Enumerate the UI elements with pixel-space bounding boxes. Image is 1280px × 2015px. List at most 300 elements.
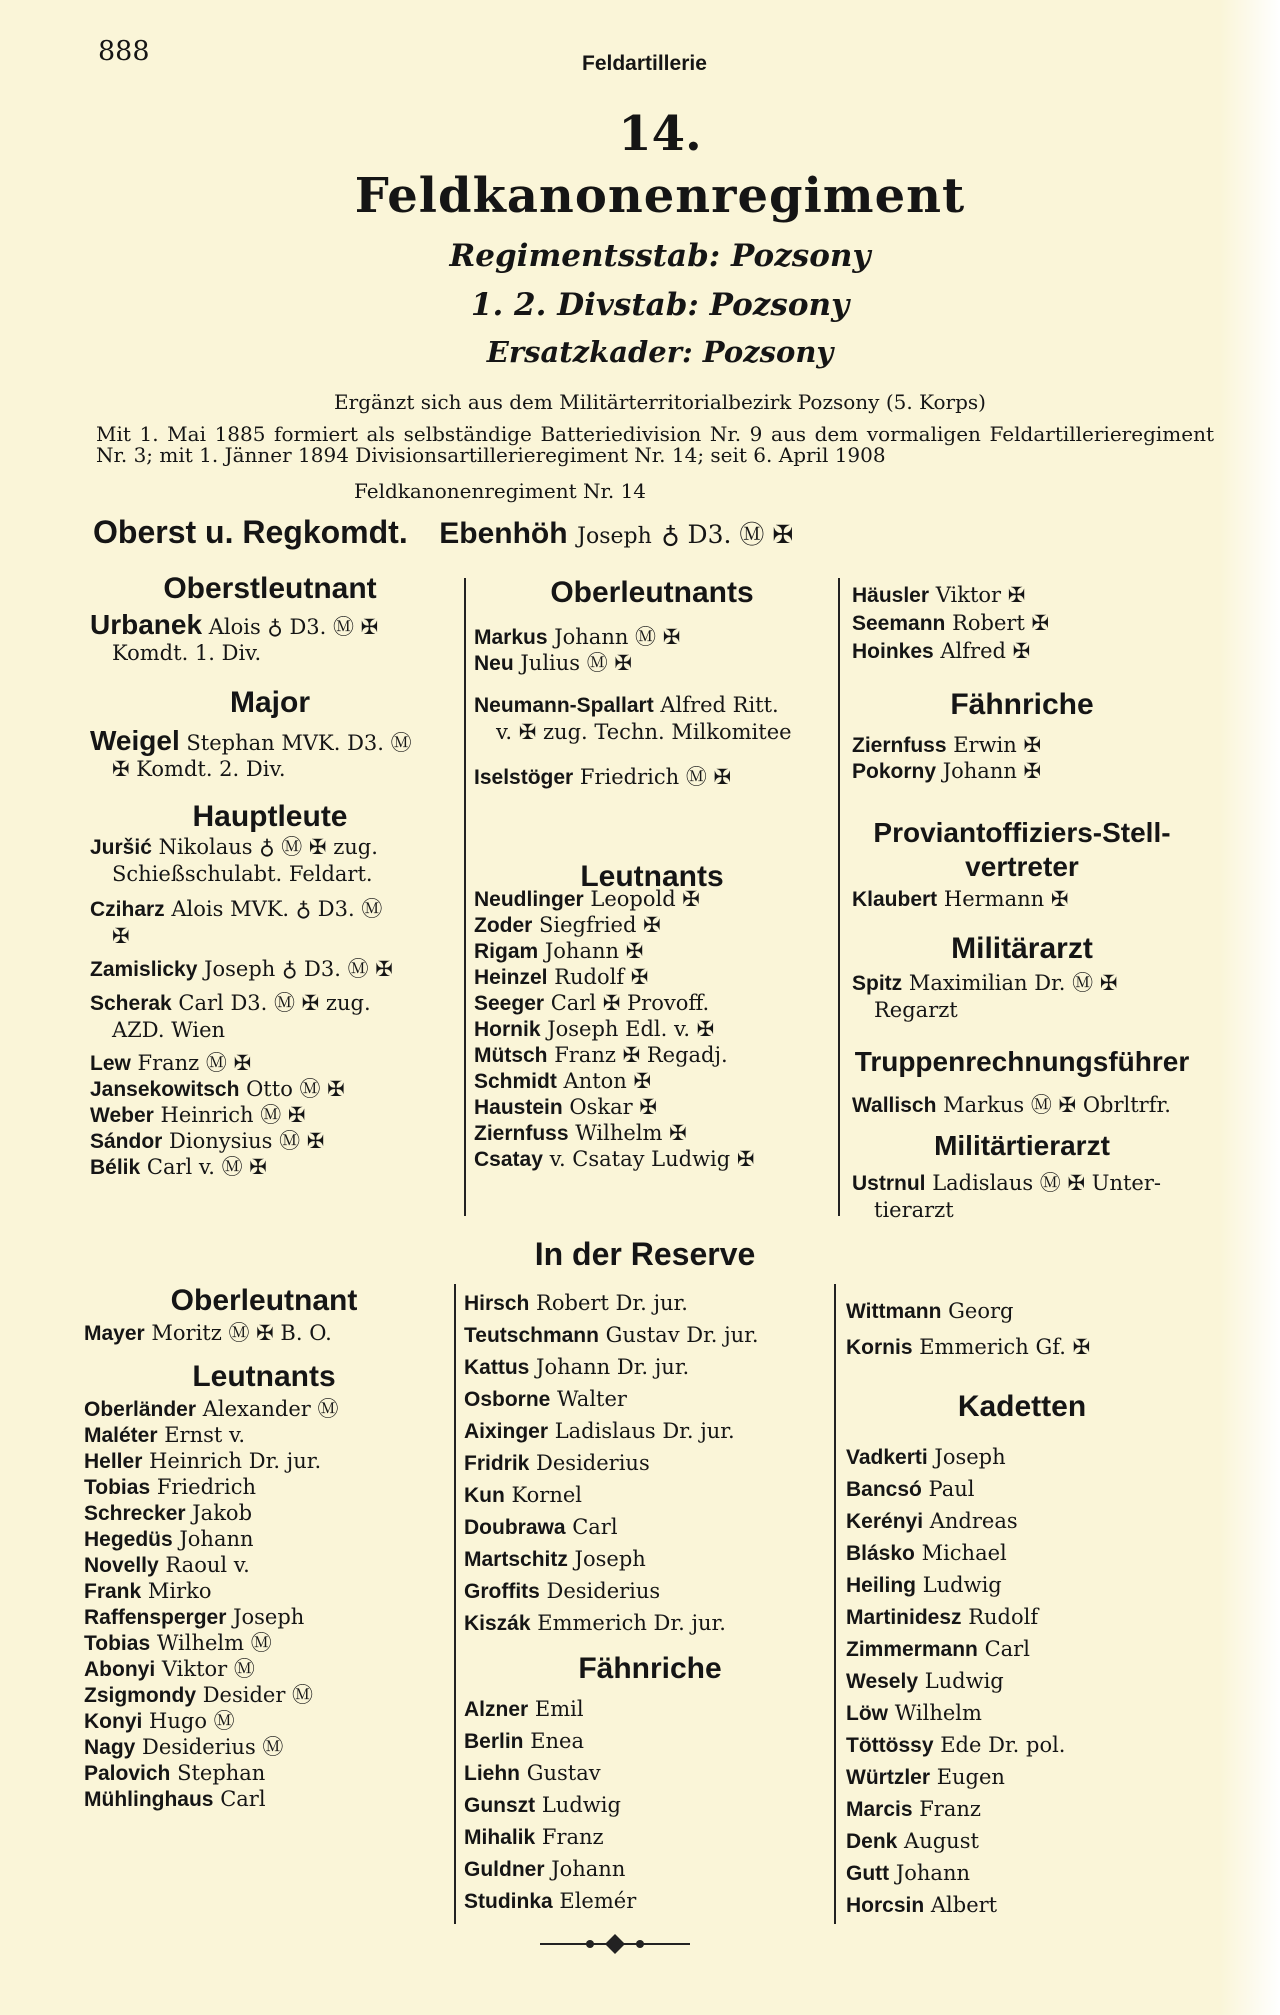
officer-entry — [90, 896, 382, 949]
officer-surname: Heinzel — [474, 966, 548, 989]
section-heading: Proviantoffiziers-Stell- vertreter — [873, 817, 1171, 882]
section-heading: Oberleutnant — [170, 1284, 358, 1317]
history-note-end: Feldkanonenregiment Nr. 14 — [353, 479, 647, 503]
officer-surname: Guldner — [464, 1858, 545, 1881]
officer-details: Jakob — [192, 1501, 253, 1525]
officer-surname: Iselstöger — [474, 766, 574, 789]
officer-details: Eugen — [936, 1765, 1005, 1789]
officer-details: Alois MVK. ♁ D3. Ⓜ — [171, 897, 383, 921]
officer-details: Markus Ⓜ ✠ Obrltrfr. — [943, 1093, 1171, 1117]
officer-entry — [852, 610, 1049, 637]
officer-details: Carl D3. Ⓜ ✠ zug. — [178, 991, 371, 1015]
officer-entry — [852, 758, 1041, 785]
officer-surname: Teutschmann — [464, 1324, 599, 1347]
officer-entry — [852, 732, 1041, 759]
officer-details: Alexander Ⓜ — [202, 1397, 339, 1421]
officer-details: Robert ✠ — [952, 611, 1050, 635]
officer-surname: Kattus — [464, 1356, 530, 1379]
officer-surname: Scherak — [90, 992, 172, 1015]
officer-surname: Gunszt — [464, 1794, 536, 1817]
officer-details: Emmerich Dr. jur. — [537, 1611, 726, 1635]
officer-details: Michael — [921, 1541, 1007, 1565]
officer-entry — [464, 1482, 582, 1509]
officer-entry — [846, 1764, 1005, 1791]
officer-details: Oskar ✠ — [569, 1095, 657, 1119]
section-heading: Leutnants — [192, 1360, 336, 1393]
officer-entry — [90, 609, 379, 666]
officer-entry — [474, 938, 643, 965]
section-heading: Militärarzt — [951, 932, 1093, 965]
officer-entry — [464, 1290, 688, 1317]
officer-entry — [464, 1354, 689, 1381]
officer-entry — [464, 1696, 584, 1723]
reserve-heading: In der Reserve — [534, 1236, 756, 1272]
officer-details: Stephan MVK. D3. Ⓜ — [186, 731, 412, 755]
officer-entry — [464, 1728, 584, 1755]
officer-entry — [84, 1526, 254, 1553]
officer-surname: Csatay — [474, 1148, 543, 1171]
officer-surname: Zimmermann — [846, 1638, 978, 1661]
section-heading: Oberleutnants — [550, 576, 754, 609]
officer-details: Walter — [557, 1387, 627, 1411]
officer-surname: Schmidt — [474, 1070, 557, 1093]
officer-surname: Palovich — [84, 1762, 171, 1785]
officer-surname: Osborne — [464, 1388, 551, 1411]
officer-note: Regarzt — [874, 998, 958, 1022]
officer-surname: Schrecker — [84, 1502, 186, 1525]
officer-surname: Klaubert — [852, 888, 938, 911]
officer-entry — [846, 1796, 981, 1823]
officer-surname: Groffits — [464, 1580, 540, 1603]
officer-surname: Haustein — [474, 1096, 563, 1119]
officer-surname: Berlin — [464, 1730, 524, 1753]
officer-details: Ladislaus Dr. jur. — [554, 1419, 735, 1443]
officer-entry — [464, 1824, 604, 1851]
officer-surname: Pokorny — [852, 760, 937, 783]
officer-surname: Urbanek — [90, 609, 203, 640]
officer-surname: Lew — [90, 1052, 131, 1075]
officer-surname: Cziharz — [90, 898, 165, 921]
officer-entry — [464, 1546, 646, 1573]
officer-entry — [852, 970, 1117, 1023]
officer-surname: Heller — [84, 1450, 143, 1473]
officer-surname: Horcsin — [846, 1894, 925, 1917]
officer-entry — [464, 1450, 650, 1477]
officer-details: Joseph — [934, 1445, 1006, 1469]
officer-surname: Maléter — [84, 1424, 158, 1447]
end-ornament — [540, 1930, 690, 1958]
officer-details: Gustav — [526, 1761, 601, 1785]
officer-surname: Juršić — [90, 836, 152, 859]
regiment-name: Feldkanonenregiment — [354, 168, 966, 224]
officer-entry — [846, 1732, 1065, 1759]
officer-surname: Tobias — [84, 1476, 151, 1499]
officer-details: Franz Ⓜ ✠ — [137, 1051, 252, 1075]
officer-details: Moritz Ⓜ ✠ B. O. — [151, 1321, 332, 1345]
officer-entry — [84, 1760, 265, 1787]
officer-surname: Blásko — [846, 1542, 915, 1565]
officer-details: Alfred ✠ — [940, 639, 1031, 663]
officer-entry — [852, 638, 1030, 665]
officer-surname: Sándor — [90, 1130, 163, 1153]
officer-surname: Kerényi — [846, 1510, 924, 1533]
officer-entry — [90, 725, 412, 782]
officer-details: Emmerich Gf. ✠ — [919, 1335, 1091, 1359]
officer-surname: Würtzler — [846, 1766, 930, 1789]
officer-details: August — [904, 1829, 979, 1853]
officer-surname: Zamislicky — [90, 958, 198, 981]
officer-entry — [90, 1154, 267, 1181]
officer-entry — [846, 1892, 997, 1919]
officer-note: tierarzt — [874, 1198, 954, 1222]
officer-entry — [84, 1552, 250, 1579]
officer-surname: Seeger — [474, 992, 545, 1015]
column-rule — [834, 1284, 836, 1924]
officer-note: AZD. Wien — [112, 1018, 226, 1042]
section-heading: Kadetten — [957, 1390, 1087, 1423]
officer-entry — [90, 990, 371, 1043]
officer-details: Heinrich Ⓜ ✠ — [160, 1103, 306, 1127]
officer-entry — [464, 1322, 759, 1349]
officer-details: Robert Dr. jur. — [536, 1291, 688, 1315]
officer-details: Mirko — [147, 1579, 212, 1603]
officer-entry — [474, 886, 700, 913]
officer-entry — [84, 1682, 313, 1709]
staff-line-reserve-cadre: Ersatzkader: Pozsony — [486, 335, 834, 369]
officer-details: Viktor Ⓜ — [161, 1657, 255, 1681]
officer-entry — [90, 956, 393, 983]
officer-entry — [846, 1604, 1038, 1631]
officer-surname: Gutt — [846, 1862, 890, 1885]
officer-surname: Markus — [474, 626, 548, 649]
officer-details: Ludwig — [922, 1573, 1002, 1597]
officer-details: Wilhelm ✠ — [575, 1121, 687, 1145]
officer-entry — [464, 1610, 726, 1637]
officer-entry — [84, 1630, 272, 1657]
officer-surname: Bélik — [90, 1156, 141, 1179]
officer-details: Carl — [572, 1515, 618, 1539]
officer-surname: Häusler — [852, 584, 930, 607]
officer-details: Maximilian Dr. Ⓜ ✠ — [908, 971, 1118, 995]
officer-entry — [852, 1170, 1161, 1223]
officer-details: Franz ✠ Regadj. — [554, 1043, 728, 1067]
officer-entry — [84, 1708, 235, 1735]
officer-surname: Hegedüs — [84, 1528, 173, 1551]
officer-details: Rudolf ✠ — [554, 965, 649, 989]
officer-surname: Marcis — [846, 1798, 913, 1821]
officer-details: Johann ✠ — [942, 759, 1042, 783]
officer-entry — [852, 582, 1025, 609]
officer-details: Ludwig — [924, 1669, 1004, 1693]
officer-surname: Martinidesz — [846, 1606, 962, 1629]
commander-rank: Oberst u. Regkomdt. — [93, 514, 408, 550]
officer-surname: Wittmann — [846, 1300, 942, 1323]
officer-entry — [464, 1514, 618, 1541]
officer-details: Anton ✠ — [563, 1069, 652, 1093]
officer-surname: Studinka — [464, 1890, 553, 1913]
officer-surname: Martschitz — [464, 1548, 568, 1571]
officer-entry — [852, 1092, 1171, 1119]
officer-details: Johann Dr. jur. — [536, 1355, 690, 1379]
officer-details: Ernst v. — [164, 1423, 246, 1447]
officer-surname: Kun — [464, 1484, 505, 1507]
section-heading: Militärtierarzt — [934, 1130, 1110, 1161]
officer-entry — [474, 1068, 651, 1095]
officer-details: Johann — [179, 1527, 254, 1551]
officer-details: Joseph — [233, 1605, 305, 1629]
officer-surname: Neumann-Spallart — [474, 694, 654, 717]
officer-surname: Alzner — [464, 1698, 529, 1721]
officer-surname: Rigam — [474, 940, 539, 963]
officer-details: Julius Ⓜ ✠ — [520, 651, 632, 675]
officer-details: Ludwig — [541, 1793, 621, 1817]
officer-entry — [474, 990, 709, 1017]
officer-entry — [846, 1668, 1004, 1695]
officer-entry — [84, 1474, 256, 1501]
officer-entry — [84, 1656, 255, 1683]
officer-surname: Jansekowitsch — [90, 1078, 240, 1101]
officer-details: Johann Ⓜ ✠ — [554, 625, 681, 649]
officer-entry — [846, 1334, 1090, 1361]
officer-entry — [84, 1448, 321, 1475]
recruitment-note: Ergänzt sich aus dem Militärterritorialbezirk Pozsony (5. Korps) — [334, 390, 986, 414]
officer-details: Elemér — [559, 1889, 637, 1913]
commander-surname: Ebenhöh — [439, 517, 568, 550]
officer-surname: Mayer — [84, 1322, 145, 1345]
section-heading: Hauptleute — [192, 800, 348, 833]
officer-details: Erwin ✠ — [953, 733, 1042, 757]
officer-details: Viktor ✠ — [935, 583, 1026, 607]
staff-line-regimental: Regimentsstab: Pozsony — [449, 238, 871, 274]
officer-entry — [464, 1792, 621, 1819]
officer-details: Alois ♁ D3. Ⓜ ✠ — [208, 615, 379, 639]
column-rule — [838, 578, 840, 1216]
officer-details: Otto Ⓜ ✠ — [246, 1077, 345, 1101]
officer-surname: Raffensperger — [84, 1606, 227, 1629]
officer-entry — [84, 1422, 245, 1449]
officer-entry — [474, 650, 632, 677]
officer-note: ✠ Komdt. 2. Div. — [112, 757, 286, 781]
section-heading: Truppenrechnungsführer — [854, 1046, 1190, 1077]
officer-entry — [474, 1042, 728, 1069]
officer-surname: Töttössy — [846, 1734, 934, 1757]
officer-entry — [474, 1016, 714, 1043]
officer-entry — [84, 1786, 266, 1813]
officer-surname: Wesely — [846, 1670, 918, 1693]
officer-surname: Zsigmondy — [84, 1684, 197, 1707]
officer-surname: Konyi — [84, 1710, 143, 1733]
officer-details: Raoul v. — [165, 1553, 250, 1577]
officer-entry — [474, 964, 648, 991]
officer-surname: Ustrnul — [852, 1172, 926, 1195]
officer-details: Franz — [541, 1825, 604, 1849]
officer-entry — [90, 1076, 345, 1103]
officer-details: Friedrich — [156, 1475, 257, 1499]
officer-details: Carl — [220, 1787, 266, 1811]
officer-details: Desiderius — [546, 1579, 661, 1603]
officer-details: Gustav Dr. jur. — [605, 1323, 759, 1347]
officer-surname: Spitz — [852, 972, 903, 995]
officer-details: Nikolaus ♁ Ⓜ ✠ zug. — [158, 835, 378, 859]
officer-entry — [474, 1120, 687, 1147]
officer-details: Siegfried ✠ — [539, 913, 661, 937]
regiment-commander — [93, 514, 793, 551]
officer-entry — [846, 1700, 982, 1727]
officer-entry — [474, 1146, 754, 1173]
officer-details: Dionysius Ⓜ ✠ — [169, 1129, 325, 1153]
officer-details: Johann ✠ — [544, 939, 644, 963]
officer-details: Johann — [551, 1857, 626, 1881]
officer-surname: Neudlinger — [474, 888, 584, 911]
officer-details: Franz — [919, 1797, 981, 1821]
officer-details: Hermann ✠ — [943, 887, 1069, 911]
officer-entry — [464, 1578, 660, 1605]
officer-surname: Liehn — [464, 1762, 520, 1785]
officer-details: Desiderius Ⓜ — [142, 1735, 284, 1759]
officer-entry — [84, 1500, 252, 1527]
section-heading: Leutnants — [580, 860, 724, 893]
officer-entry — [474, 764, 731, 791]
officer-details: Enea — [530, 1729, 585, 1753]
officer-surname: Oberländer — [84, 1398, 197, 1421]
officer-surname: Ziernfuss — [852, 734, 947, 757]
officer-entry — [846, 1572, 1002, 1599]
officer-surname: Kiszák — [464, 1612, 531, 1635]
officer-entry — [846, 1298, 1013, 1325]
officer-entry — [84, 1396, 339, 1423]
officer-details: Joseph — [574, 1547, 646, 1571]
officer-details: Emil — [534, 1697, 584, 1721]
officer-surname: Doubrawa — [464, 1516, 566, 1539]
officer-details: Kornel — [511, 1483, 582, 1507]
officer-surname: Frank — [84, 1580, 142, 1603]
officer-surname: Weber — [90, 1104, 154, 1127]
officer-entry — [90, 1128, 324, 1155]
officer-entry — [90, 834, 378, 887]
section-heading: Fähnriche — [578, 1652, 722, 1685]
officer-surname: Hirsch — [464, 1292, 530, 1315]
officer-details: Heinrich Dr. jur. — [149, 1449, 322, 1473]
officer-note: v. ✠ zug. Techn. Milkomitee — [496, 720, 792, 744]
officer-details: Carl — [984, 1637, 1030, 1661]
officer-entry — [846, 1860, 970, 1887]
officer-details: Georg — [948, 1299, 1014, 1323]
officer-surname: Weigel — [90, 725, 180, 756]
officer-details: Paul — [928, 1477, 975, 1501]
officer-details: Leopold ✠ — [590, 887, 700, 911]
officer-entry — [464, 1856, 625, 1883]
officer-surname: Mütsch — [474, 1044, 548, 1067]
officer-surname: Tobias — [84, 1632, 151, 1655]
officer-entry — [846, 1444, 1006, 1471]
officer-surname: Mihalik — [464, 1826, 536, 1849]
officer-entry — [474, 692, 792, 745]
officer-details: Stephan — [177, 1761, 266, 1785]
officer-entry — [464, 1418, 735, 1445]
officer-details: Alfred Ritt. — [660, 693, 779, 717]
officer-details: Wilhelm — [894, 1701, 982, 1725]
officer-entry — [464, 1888, 636, 1915]
officer-surname: Vadkerti — [846, 1446, 928, 1469]
officer-entry — [464, 1760, 601, 1787]
officer-note: Schießschulabt. Feldart. — [112, 862, 373, 886]
officer-surname: Bancsó — [846, 1478, 922, 1501]
officer-surname: Fridrik — [464, 1452, 530, 1475]
history-note: Mit 1. Mai 1885 formiert als selbständige Batteriedivision Nr. 9 aus dem vormaligen Feldartillerieregiment Nr. 3; mit 1. Jänner 1894 Divisionsartillerieregiment Nr. 14; seit 6. April 1908 — [96, 422, 1214, 467]
officer-surname: Zoder — [474, 914, 533, 937]
officer-details: Carl v. Ⓜ ✠ — [146, 1155, 267, 1179]
officer-entry — [90, 1102, 305, 1129]
officer-entry — [84, 1604, 304, 1631]
officer-entry — [84, 1320, 332, 1347]
officer-surname: Hoinkes — [852, 640, 934, 663]
officer-surname: Heiling — [846, 1574, 917, 1597]
officer-details: Andreas — [929, 1509, 1018, 1533]
page-number: 888 — [98, 36, 150, 67]
officer-entry — [846, 1508, 1018, 1535]
officer-entry — [84, 1734, 283, 1761]
officer-details: Ede Dr. pol. — [940, 1733, 1066, 1757]
regiment-number: 14. — [618, 106, 702, 162]
officer-details: Albert — [930, 1893, 998, 1917]
officer-surname: Hornik — [474, 1018, 541, 1041]
officer-entry — [84, 1578, 212, 1605]
officer-surname: Wallisch — [852, 1094, 937, 1117]
officer-surname: Nagy — [84, 1736, 136, 1759]
officer-entry — [852, 886, 1068, 913]
officer-surname: Novelly — [84, 1554, 159, 1577]
officer-details: Rudolf — [968, 1605, 1039, 1629]
officer-details: Wilhelm Ⓜ — [156, 1631, 272, 1655]
officer-details: Carl ✠ Provoff. — [550, 991, 710, 1015]
officer-entry — [90, 1050, 251, 1077]
officer-details: Friedrich Ⓜ ✠ — [579, 765, 732, 789]
officer-surname: Mühlinghaus — [84, 1788, 214, 1811]
officer-surname: Denk — [846, 1830, 898, 1853]
officer-surname: Aixinger — [464, 1420, 549, 1443]
officer-surname: Seemann — [852, 612, 946, 635]
officer-entry — [464, 1386, 627, 1413]
officer-surname: Abonyi — [84, 1658, 156, 1681]
column-rule — [454, 1284, 456, 1924]
commander-given-name: Joseph — [577, 524, 652, 549]
officer-entry — [846, 1636, 1030, 1663]
officer-details: Joseph Edl. v. ✠ — [547, 1017, 715, 1041]
column-rule — [464, 578, 466, 1216]
officer-details: Johann — [895, 1861, 970, 1885]
section-heading: Oberstleutnant — [163, 572, 377, 605]
running-title: Feldartillerie — [582, 52, 707, 75]
officer-details: Desiderius — [536, 1451, 650, 1475]
officer-surname: Ziernfuss — [474, 1122, 569, 1145]
officer-note: Komdt. 1. Div. — [112, 641, 262, 665]
officer-details: Ladislaus Ⓜ ✠ Unter- — [932, 1171, 1161, 1195]
officer-note: ✠ — [112, 924, 130, 948]
section-heading: Fähnriche — [950, 688, 1094, 721]
officer-details: Joseph ♁ D3. Ⓜ ✠ — [204, 957, 393, 981]
officer-entry — [474, 624, 680, 651]
commander-decorations: ♁ D3. Ⓜ ✠ — [661, 520, 794, 549]
officer-entry — [846, 1476, 975, 1503]
officer-surname: Neu — [474, 652, 514, 675]
officer-entry — [474, 912, 661, 939]
officer-details: v. Csatay Ludwig ✠ — [549, 1147, 755, 1171]
officer-entry — [474, 1094, 657, 1121]
officer-surname: Löw — [846, 1702, 888, 1725]
section-heading: Major — [229, 686, 310, 719]
officer-surname: Kornis — [846, 1336, 913, 1359]
staff-line-division: 1. 2. Divstab: Pozsony — [470, 287, 850, 323]
